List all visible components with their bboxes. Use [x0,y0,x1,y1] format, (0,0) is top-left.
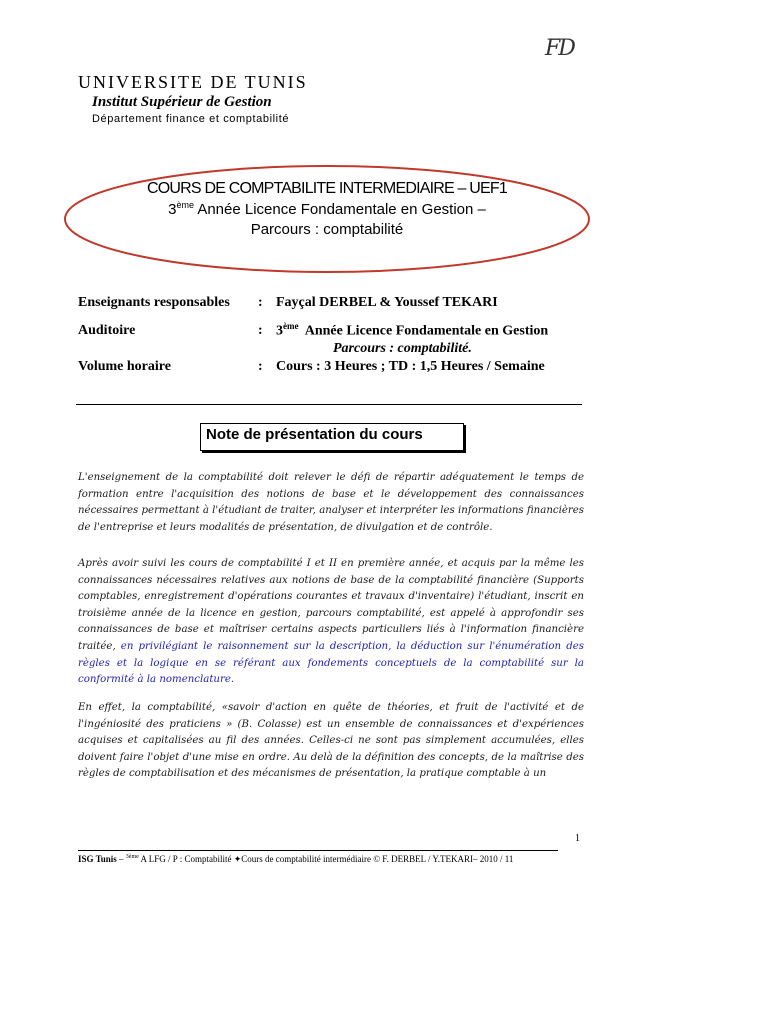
hours-colon: : [258,359,263,374]
audience-track: Parcours : comptabilité. [333,341,472,356]
paragraph-1: L'enseignement de la comptabilité doit relever le défi de répartir adéquatement le temps de formation entre l'acquisition des notions de base et le développement des connaissances nécessaires permettant à l'étudiant de traiter, analyser et interpréter les informations financières de l'entreprise et leurs modalités de présentation, de divulgation et de contrôle. [78,472,584,533]
section-divider [76,404,582,405]
course-track: Parcours : comptabilité [250,221,404,238]
page-footer: ISG Tunis – $^{3ème}$ A LFG / P : Comptabilité ✦Cours de comptabilité intermédiaire © F. DERBEL / Y.TEKARI– 2010 / 11 [78,854,514,864]
page-number: 1 [575,833,580,844]
footer-divider [78,850,558,851]
audience-colon: : [258,323,263,338]
teachers-colon: : [258,295,263,310]
audience-value: 3ème Année Licence Fondamentale en Gestion [276,321,549,339]
note-title: Note de présentation du cours [206,426,423,443]
course-year: 3ème Année Licence Fondamentale en Gestion – [168,200,486,218]
paragraph-3: En effet, la comptabilité, «savoir d'action en quête de théories, et fruit de l'activité et de l'ingéniosité des praticiens » (B. Colasse) est un ensemble de connaissances et d'expériences acquises et capitalisées au fil des années. Celles-ci ne sont pas simplement accumulées, elles doivent faire l'objet d'une mise en ordre. Au delà de la définition des concepts, de la maîtrise des règles de comptabilisation et des mécanismes de présentation, la pratique comptable à un [78,702,584,780]
hours-value: Cours : 3 Heures ; TD : 1,5 Heures / Semaine [276,359,545,374]
hours-label: Volume horaire [78,359,171,374]
course-title: COURS DE COMPTABILITE INTERMEDIAIRE – UEF1 [147,180,507,197]
teachers-value: Fayçal DERBEL & Youssef TEKARI [276,295,498,310]
teachers-label: Enseignants responsables [78,295,230,310]
department-name: Département finance et comptabilité [92,113,290,125]
paragraph-2-highlight: en privilégiant le raisonnement sur la description, la déduction sur l'énumération des règles et la logique en se référant aux fondements conceptuels de la comptabilité sur la conformité à la nomenclature. [78,640,584,686]
monogram-logo: FD [545,36,574,61]
institute-name: Institut Supérieur de Gestion [92,94,272,110]
university-name: UNIVERSITE DE TUNIS [78,72,308,92]
audience-label: Auditoire [78,323,136,338]
paragraph-2: Après avoir suivi les cours de comptabilité I et II en première année, et acquis par la même les connaissances nécessaires relatives aux notions de base de la comptabilité financière (Supports comptables, enregistrement d'opérations courantes et travaux d'inventaire) l'étudiant, inscrit en troisième année de la licence en gestion, parcours comptabilité, est appelé à approfondir ses connaissances de base et maîtriser certains aspects particuliers liés à l'information financière traitée, en privilégiant le raisonnement sur la description, la déduction sur l'énumération des règles et la logique en se référant aux fondements conceptuels de la comptabilité sur la conformité à la nomenclature. [78,558,584,686]
